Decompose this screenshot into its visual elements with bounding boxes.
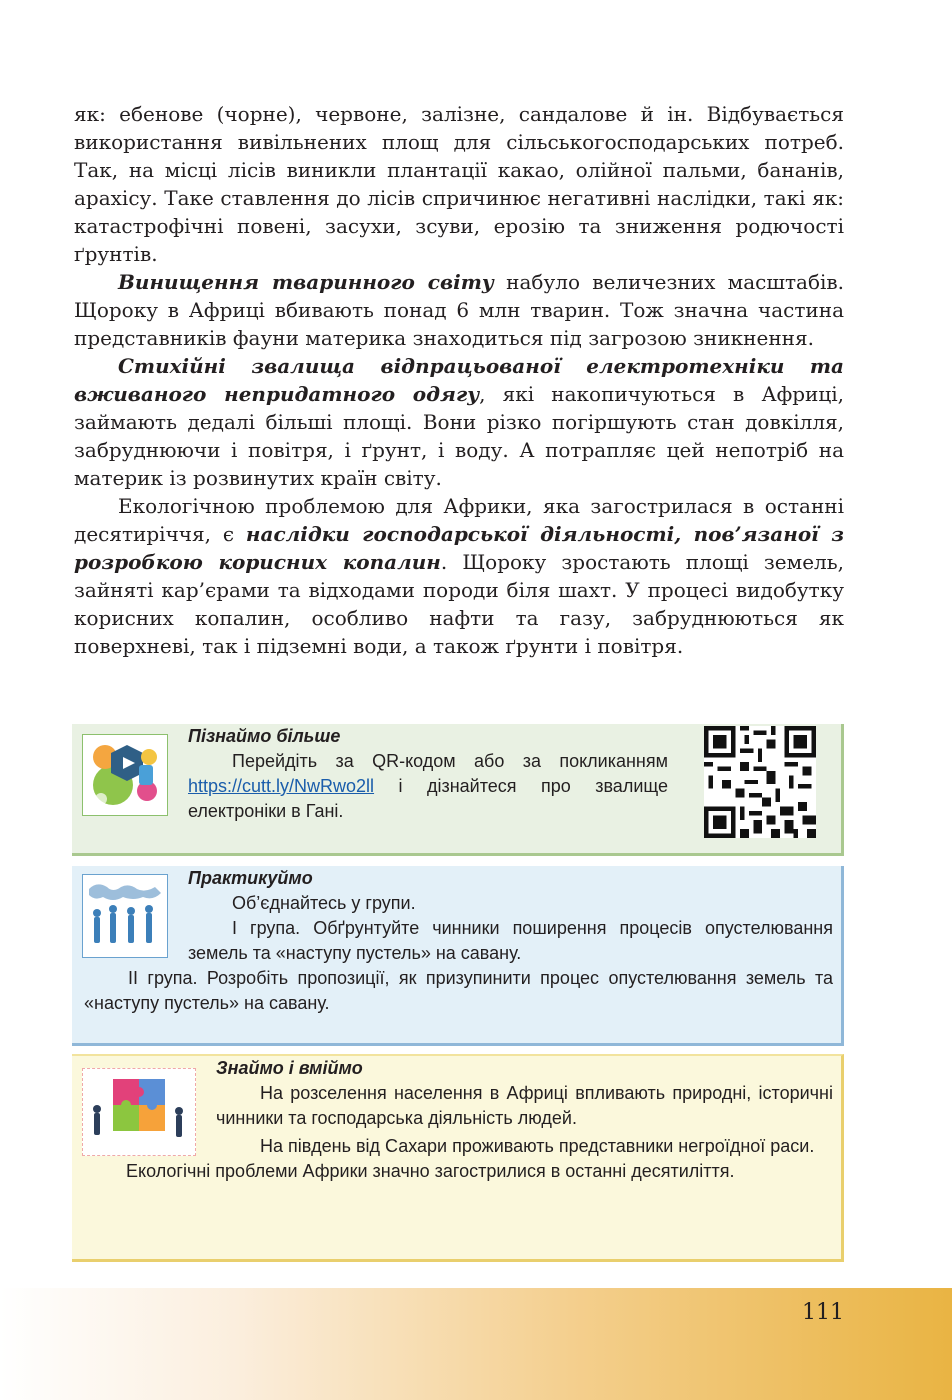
learn-more-body [188,749,668,824]
know-p2: На південь від Сахари проживають представники негроїдної раси. [260,1136,815,1156]
world-map-people-illustration-icon [82,874,168,958]
practice-text-bottom [84,966,833,1016]
learn-more-text [188,724,668,824]
know-text-bottom [82,1134,833,1184]
learn-more-title: Пізнаймо більше [188,726,341,746]
paragraph-mining [74,492,844,660]
qr-code-icon[interactable] [704,726,816,838]
know-box [72,1054,844,1262]
dumps-heading: Стихійні звалища відпрацьованої електротехніки та вживаного непридатного одягу [74,354,844,406]
practice-box [72,866,844,1046]
mining-heading: наслідки господарської діяльності, пов’язаної з розробкою корисних копалин [74,522,844,574]
main-text [74,100,844,660]
paragraph-dumps [74,352,844,492]
fauna-text: набуло величезних масштабів. Щороку в Африці вбивають понад 6 млн тварин. Тож значна частина представників фауни материка знаходиться під загрозою зникнення. [74,270,844,350]
know-title: Знаймо і вміймо [216,1058,363,1078]
learn-more-text-after: і дізнайтеся про звалище електроніки в Гані. [188,776,668,821]
paragraph-forests: як: ебенове (чорне), червоне, залізне, сандалове й ін. Відбувається використання вивільнених площ для сільськогосподарських потреб. Так, на місці лісів виникли плантації какао, олійної пальми, бананів, арахісу. Таке ставлення до лісів спричинює негативні наслідки, такі як: катастрофічні повені, засухи, зсуви, ерозію та зниження родючості ґрунтів. [74,102,844,266]
practice-group2: ІІ група. Розробіть пропозиції, як призупинити процес опустелювання земель та «наступу пустель» на савану. [84,968,833,1013]
mining-text-start: Екологічною проблемою для Африки, яка загострилася в останні десятиріччя, є [74,494,844,546]
practice-group1: І група. Обґрунтуйте чинники поширення процесів опустелювання земель та «наступу пустель» на савану. [188,918,833,963]
learn-more-text-before: Перейдіть за QR-кодом або за покликанням [232,751,668,771]
learn-more-link[interactable]: https://cutt.ly/NwRwo2ll [188,776,375,796]
know-p1: На розселення населення в Африці впливають природні, історичні чинники та господарська діяльність людей. [216,1083,833,1128]
media-icons-illustration-icon [82,734,168,816]
know-p3: Екологічні проблеми Африки значно загострилися в останні десятиліття. [126,1161,735,1181]
practice-line1: Об’єднайтесь у групи. [232,893,416,913]
page-number: 111 [802,1300,844,1325]
learn-more-box [72,724,844,856]
know-text-top [216,1056,833,1131]
practice-text-top [188,866,833,966]
mining-text-rest: . Щороку зростають площі земель, зайняті кар’єрами та відходами породи біля шахт. У процесі видобутку корисних копалин, особливо нафти та газу, забруднюються як поверхневі, так і підземні води, а також ґрунти і повітря. [74,550,844,658]
fauna-heading: Винищення тваринного світу [118,270,494,294]
dumps-text: , які накопичуються в Африці, займають дедалі більші площі. Вони різко погіршують стан довкілля, забруднюючи і повітря, і ґрунт, і воду. А потрапляє цей непотріб на материк із розвинутих країн світу. [74,382,844,490]
practice-title: Практикуймо [188,868,313,888]
page-footer [0,1288,952,1400]
paragraph-fauna [74,268,844,352]
